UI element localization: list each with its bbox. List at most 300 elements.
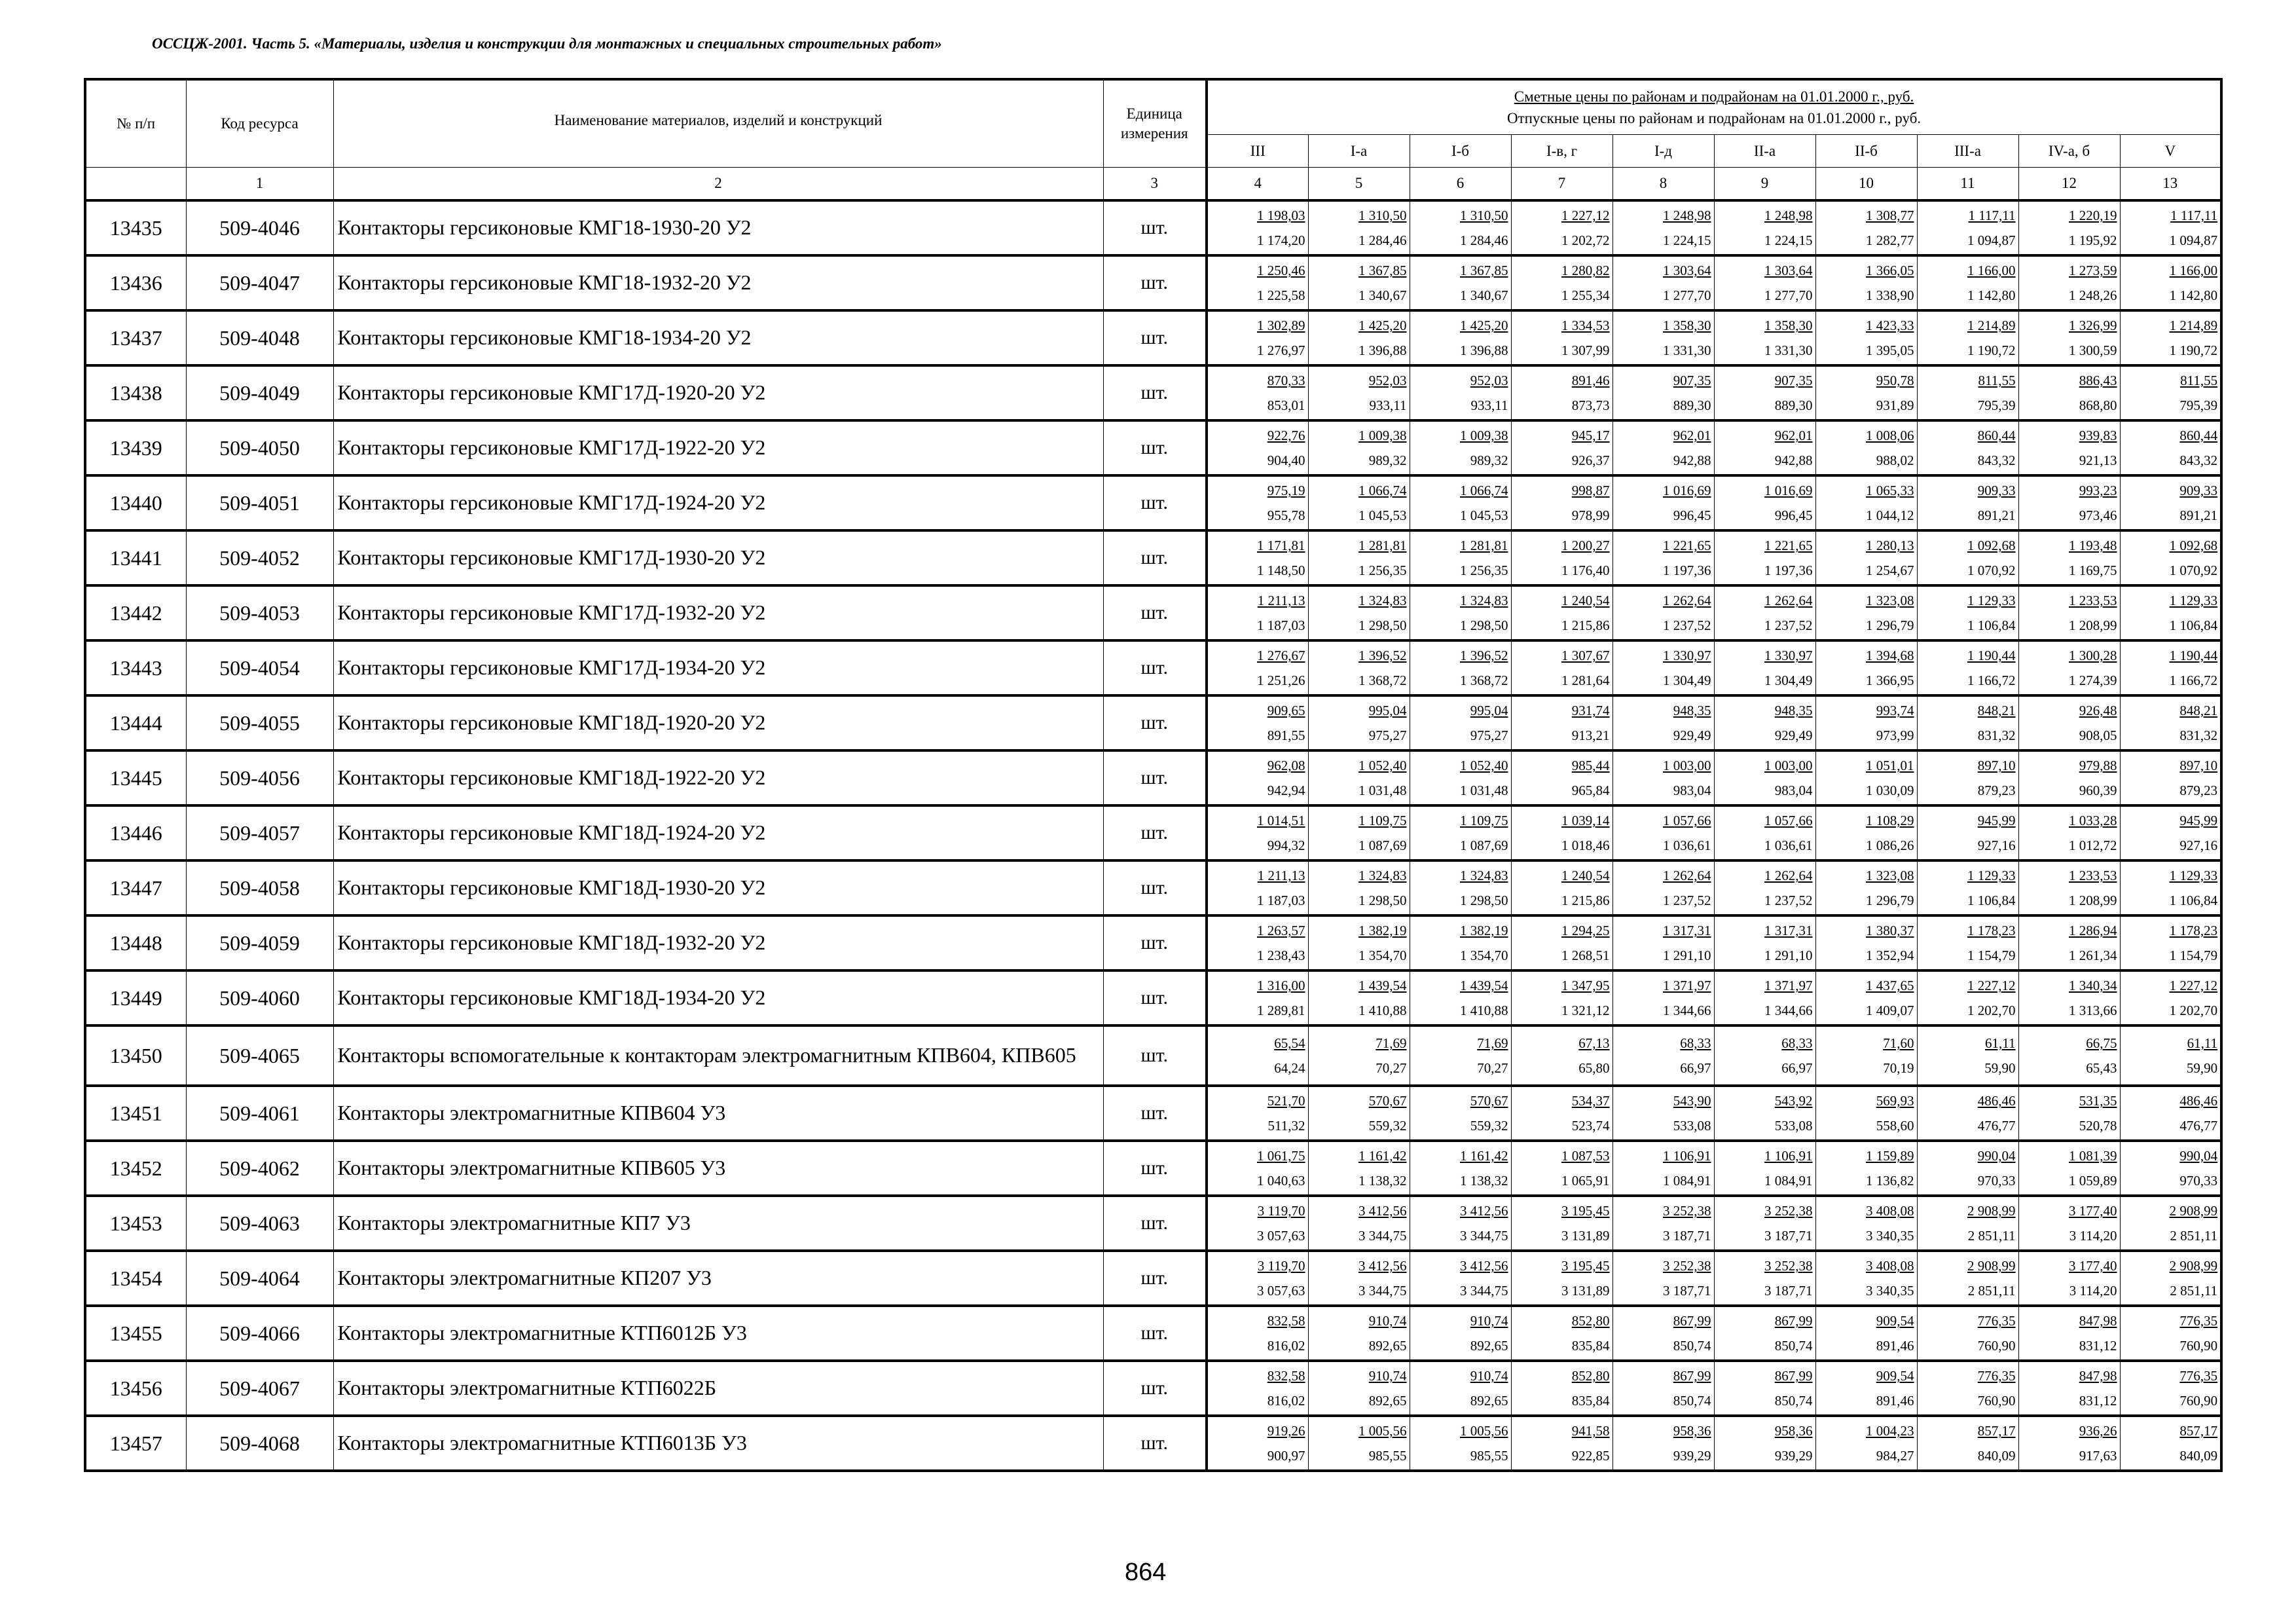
release-price: 1 296,79	[1866, 618, 1914, 633]
release-price: 975,27	[1368, 728, 1407, 743]
price-cell	[1410, 1306, 1511, 1361]
estimate-price: 1 227,12	[1561, 208, 1610, 223]
release-price: 1 036,61	[1764, 838, 1813, 853]
estimate-price: 985,44	[1571, 758, 1610, 773]
release-price: 1 268,51	[1561, 948, 1610, 963]
unit-of-measure: шт.	[1103, 365, 1207, 420]
estimate-price: 3 252,38	[1663, 1258, 1711, 1274]
release-price: 989,32	[1470, 452, 1508, 468]
price-cell	[1308, 1196, 1410, 1251]
material-name: Контакторы электромагнитные КП207 У3	[333, 1251, 1103, 1306]
release-price: 66,97	[1781, 1060, 1813, 1076]
header-name: Наименование материалов, изделий и конструкций	[333, 79, 1103, 168]
price-cell	[1714, 860, 1815, 915]
estimate-price: 1 303,64	[1663, 263, 1711, 278]
estimate-price: 1 190,44	[2169, 648, 2218, 663]
estimate-price: 891,46	[1571, 373, 1610, 388]
release-price: 1 197,36	[1764, 563, 1813, 578]
estimate-price: 962,01	[1774, 428, 1813, 443]
row-number: 13455	[85, 1306, 186, 1361]
row-number: 13448	[85, 915, 186, 970]
price-cell	[1207, 640, 1308, 695]
release-price: 889,30	[1774, 397, 1813, 413]
release-price: 843,32	[1977, 452, 2016, 468]
resource-code: 509-4058	[186, 860, 333, 915]
release-price: 1 255,34	[1561, 287, 1610, 303]
price-cell	[1410, 585, 1511, 640]
release-price: 1 313,66	[2069, 1003, 2117, 1018]
estimate-price: 68,33	[1781, 1035, 1813, 1051]
price-cell	[1207, 420, 1308, 475]
estimate-price: 1 221,65	[1663, 538, 1711, 553]
row-number: 13449	[85, 970, 186, 1025]
estimate-price: 995,04	[1470, 703, 1508, 718]
estimate-price: 1 117,11	[2170, 208, 2218, 223]
estimate-price: 1 262,64	[1764, 868, 1813, 883]
estimate-price: 1 280,13	[1866, 538, 1914, 553]
estimate-price: 909,54	[1876, 1313, 1914, 1329]
price-cell	[2120, 200, 2221, 255]
release-price: 1 304,49	[1764, 673, 1813, 688]
release-price: 850,74	[1673, 1393, 1711, 1409]
price-cell	[1815, 1196, 1917, 1251]
price-cell	[1613, 695, 1714, 750]
price-cell	[2018, 475, 2120, 530]
price-cell	[2018, 1025, 2120, 1086]
release-price: 1 215,86	[1561, 618, 1610, 633]
price-cell	[1714, 695, 1815, 750]
release-price: 1 215,86	[1561, 893, 1610, 908]
price-cell	[2120, 640, 2221, 695]
price-cell	[2018, 640, 2120, 695]
unit-of-measure: шт.	[1103, 1141, 1207, 1196]
estimate-price: 852,80	[1571, 1368, 1610, 1384]
estimate-price: 1 380,37	[1866, 923, 1914, 938]
release-price: 1 256,35	[1460, 563, 1508, 578]
unit-of-measure: шт.	[1103, 805, 1207, 860]
price-cell	[2018, 1086, 2120, 1141]
estimate-price: 1 439,54	[1460, 978, 1508, 993]
release-price: 1 300,59	[2069, 342, 2117, 358]
estimate-price: 907,35	[1774, 373, 1813, 388]
price-cell	[2120, 970, 2221, 1025]
estimate-price: 776,35	[1977, 1368, 2016, 1384]
estimate-price: 1 198,03	[1257, 208, 1305, 223]
estimate-price: 1 057,66	[1663, 813, 1711, 828]
material-name: Контакторы электромагнитные КТП6022Б	[333, 1361, 1103, 1416]
column-index: 1	[186, 168, 333, 201]
release-price: 3 344,75	[1460, 1283, 1508, 1299]
estimate-price: 1 439,54	[1358, 978, 1407, 993]
unit-of-measure: шт.	[1103, 695, 1207, 750]
release-price: 1 409,07	[1866, 1003, 1914, 1018]
row-number: 13438	[85, 365, 186, 420]
estimate-price: 909,33	[2179, 483, 2218, 498]
column-index: 7	[1511, 168, 1613, 201]
estimate-price: 1 262,64	[1663, 868, 1711, 883]
estimate-price: 1 129,33	[1967, 593, 2016, 608]
estimate-price: 1 330,97	[1663, 648, 1711, 663]
price-cell	[1917, 1251, 2018, 1306]
unit-of-measure: шт.	[1103, 970, 1207, 1025]
price-cell	[1714, 200, 1815, 255]
unit-of-measure: шт.	[1103, 915, 1207, 970]
estimate-price: 1 008,06	[1866, 428, 1914, 443]
price-cell	[1613, 1251, 1714, 1306]
price-cell	[1917, 1306, 2018, 1361]
estimate-price: 948,35	[1774, 703, 1813, 718]
price-cell	[1410, 1251, 1511, 1306]
unit-of-measure: шт.	[1103, 860, 1207, 915]
table-row	[85, 805, 2221, 860]
release-price: 891,21	[1977, 507, 2016, 523]
estimate-price: 1 087,53	[1561, 1148, 1610, 1164]
release-price: 1 106,84	[2169, 618, 2218, 633]
release-price: 942,88	[1774, 452, 1813, 468]
price-cell	[1613, 365, 1714, 420]
price-cell	[1308, 530, 1410, 585]
release-price: 476,77	[1977, 1118, 2016, 1134]
price-cell	[1511, 695, 1613, 750]
estimate-price: 1 394,68	[1866, 648, 1914, 663]
price-cell	[1714, 915, 1815, 970]
estimate-price: 1 317,31	[1764, 923, 1813, 938]
release-price: 70,19	[1883, 1060, 1914, 1076]
estimate-price: 1 286,94	[2069, 923, 2117, 938]
table-row	[85, 970, 2221, 1025]
price-cell	[1714, 1196, 1815, 1251]
release-price: 1 176,40	[1561, 563, 1610, 578]
estimate-price: 1 308,77	[1866, 208, 1914, 223]
estimate-price: 1 303,64	[1764, 263, 1813, 278]
region-header: IV-а, б	[2018, 135, 2120, 168]
resource-code: 509-4067	[186, 1361, 333, 1416]
price-cell	[2120, 860, 2221, 915]
estimate-price: 1 317,31	[1663, 923, 1711, 938]
estimate-price: 2 908,99	[1967, 1203, 2016, 1219]
release-price: 1 340,67	[1460, 287, 1508, 303]
material-name: Контакторы вспомогательные к контакторам электромагнитным КПВ604, КПВ605	[333, 1025, 1103, 1086]
estimate-price: 857,17	[2179, 1423, 2218, 1439]
price-cell	[1410, 860, 1511, 915]
price-cell	[1207, 1086, 1308, 1141]
column-index: 13	[2120, 168, 2221, 201]
unit-of-measure: шт.	[1103, 1361, 1207, 1416]
table-row	[85, 200, 2221, 255]
estimate-price: 1 281,81	[1358, 538, 1407, 553]
row-number: 13451	[85, 1086, 186, 1141]
unit-of-measure: шт.	[1103, 1196, 1207, 1251]
estimate-price: 1 005,56	[1460, 1423, 1508, 1439]
price-cell	[1207, 585, 1308, 640]
estimate-price: 1 262,64	[1663, 593, 1711, 608]
estimate-price: 2 908,99	[2169, 1258, 2218, 1274]
price-cell	[1714, 750, 1815, 805]
release-price: 913,21	[1571, 728, 1610, 743]
release-price: 1 296,79	[1866, 893, 1914, 908]
release-price: 1 065,91	[1561, 1173, 1610, 1189]
row-number: 13441	[85, 530, 186, 585]
estimate-price: 1 092,68	[2169, 538, 2218, 553]
price-cell	[1714, 1025, 1815, 1086]
price-cell	[2018, 420, 2120, 475]
price-cell	[1714, 1086, 1815, 1141]
unit-of-measure: шт.	[1103, 585, 1207, 640]
release-price: 523,74	[1571, 1118, 1610, 1134]
estimate-price: 1 211,13	[1257, 593, 1305, 608]
price-cell	[2018, 1361, 2120, 1416]
price-cell	[1410, 1196, 1511, 1251]
table-row	[85, 1196, 2221, 1251]
release-price: 983,04	[1673, 783, 1711, 798]
price-cell	[1410, 475, 1511, 530]
estimate-price: 1 033,28	[2069, 813, 2117, 828]
release-price: 879,23	[2179, 783, 2218, 798]
price-cell	[1815, 255, 1917, 310]
release-price: 3 340,35	[1866, 1228, 1914, 1244]
price-cell	[1308, 1141, 1410, 1196]
release-price: 900,97	[1267, 1448, 1305, 1464]
release-price: 2 851,11	[2170, 1283, 2218, 1299]
release-price: 3 344,75	[1460, 1228, 1508, 1244]
release-price: 1 368,72	[1358, 673, 1407, 688]
release-price: 3 187,71	[1663, 1283, 1711, 1299]
estimate-price: 1 316,00	[1257, 978, 1305, 993]
release-price: 1 354,70	[1358, 948, 1407, 963]
price-cell	[1917, 365, 2018, 420]
release-price: 760,90	[2179, 1338, 2218, 1354]
price-cell	[1613, 970, 1714, 1025]
price-cell	[2120, 1306, 2221, 1361]
price-cell	[1511, 640, 1613, 695]
price-cell	[1410, 365, 1511, 420]
release-price: 843,32	[2179, 452, 2218, 468]
release-price: 1 070,92	[1967, 563, 2016, 578]
price-cell	[1308, 1251, 1410, 1306]
price-cell	[1613, 310, 1714, 365]
release-price: 850,74	[1774, 1393, 1813, 1409]
resource-code: 509-4056	[186, 750, 333, 805]
release-price: 939,29	[1774, 1448, 1813, 1464]
price-cell	[1410, 1361, 1511, 1416]
price-cell	[1917, 970, 2018, 1025]
release-price: 988,02	[1876, 452, 1914, 468]
estimate-price: 1 382,19	[1460, 923, 1508, 938]
release-price: 835,84	[1571, 1393, 1610, 1409]
price-cell	[1207, 1306, 1308, 1361]
price-cell	[1308, 1025, 1410, 1086]
region-header: V	[2120, 135, 2221, 168]
estimate-price: 534,37	[1571, 1093, 1610, 1109]
price-cell	[1511, 1416, 1613, 1471]
release-price: 931,89	[1876, 397, 1914, 413]
material-name: Контакторы герсиконовые КМГ17Д-1922-20 У2	[333, 420, 1103, 475]
region-header: I-в, г	[1511, 135, 1613, 168]
estimate-price: 486,46	[2179, 1093, 2218, 1109]
price-cell	[1917, 1361, 2018, 1416]
release-price: 1 254,67	[1866, 563, 1914, 578]
estimate-price: 1 081,39	[2069, 1148, 2117, 1164]
release-price: 1 142,80	[1967, 287, 2016, 303]
release-price: 1 154,79	[1967, 948, 2016, 963]
price-cell	[1613, 1086, 1714, 1141]
price-cell	[2018, 860, 2120, 915]
material-name: Контакторы электромагнитные КТП6012Б У3	[333, 1306, 1103, 1361]
release-price: 1 142,80	[2169, 287, 2218, 303]
resource-code: 509-4063	[186, 1196, 333, 1251]
price-cell	[2120, 1416, 2221, 1471]
release-price: 1 282,77	[1866, 232, 1914, 248]
price-cell	[1613, 530, 1714, 585]
release-price: 873,73	[1571, 397, 1610, 413]
header-prices	[1207, 79, 2221, 135]
release-price: 1 338,90	[1866, 287, 1914, 303]
price-cell	[1613, 420, 1714, 475]
material-name: Контакторы герсиконовые КМГ18-1934-20 У2	[333, 310, 1103, 365]
release-price: 3 057,63	[1257, 1283, 1305, 1299]
price-cell	[2018, 805, 2120, 860]
release-price: 927,16	[1977, 838, 2016, 853]
estimate-price: 3 119,70	[1257, 1258, 1305, 1274]
price-cell	[1511, 585, 1613, 640]
region-header: I-б	[1410, 135, 1511, 168]
estimate-price: 1 166,00	[1967, 263, 2016, 278]
release-price: 3 114,20	[2069, 1283, 2117, 1299]
estimate-price: 910,74	[1470, 1313, 1508, 1329]
price-cell	[1207, 1251, 1308, 1306]
release-price: 1 298,50	[1358, 893, 1407, 908]
price-cell	[2018, 970, 2120, 1025]
release-price: 795,39	[2179, 397, 2218, 413]
unit-of-measure: шт.	[1103, 1025, 1207, 1086]
price-cell	[1613, 200, 1714, 255]
release-price: 985,55	[1368, 1448, 1407, 1464]
release-price: 939,29	[1673, 1448, 1711, 1464]
release-price: 1 298,50	[1358, 618, 1407, 633]
price-cell	[2018, 310, 2120, 365]
release-price: 960,39	[2079, 783, 2117, 798]
estimate-price: 867,99	[1673, 1313, 1711, 1329]
release-price: 1 224,15	[1663, 232, 1711, 248]
table-row	[85, 695, 2221, 750]
estimate-price: 1 340,34	[2069, 978, 2117, 993]
release-price: 831,32	[2179, 728, 2218, 743]
price-cell	[1815, 1141, 1917, 1196]
price-cell	[1815, 1251, 1917, 1306]
price-cell	[2018, 1141, 2120, 1196]
price-cell	[1917, 640, 2018, 695]
price-cell	[1308, 805, 1410, 860]
release-price: 989,32	[1368, 452, 1407, 468]
table-row	[85, 310, 2221, 365]
estimate-price: 1 051,01	[1866, 758, 1914, 773]
estimate-price: 1 326,99	[2069, 318, 2117, 333]
estimate-price: 909,33	[1977, 483, 2016, 498]
release-price: 3 131,89	[1561, 1283, 1610, 1299]
row-number: 13440	[85, 475, 186, 530]
estimate-price: 1 178,23	[1967, 923, 2016, 938]
estimate-price: 1 273,59	[2069, 263, 2117, 278]
release-price: 816,02	[1267, 1338, 1305, 1354]
material-name: Контакторы электромагнитные КПВ604 У3	[333, 1086, 1103, 1141]
price-cell	[1917, 805, 2018, 860]
estimate-price: 521,70	[1267, 1093, 1305, 1109]
price-cell	[1410, 310, 1511, 365]
price-cell	[1207, 530, 1308, 585]
price-cell	[1815, 365, 1917, 420]
price-cell	[1511, 1361, 1613, 1416]
row-number: 13443	[85, 640, 186, 695]
price-cell	[1815, 585, 1917, 640]
release-price: 3 187,71	[1663, 1228, 1711, 1244]
release-price: 970,33	[1977, 1173, 2016, 1189]
release-price: 831,32	[1977, 728, 2016, 743]
estimate-price: 1 221,65	[1764, 538, 1813, 553]
estimate-price: 1 129,33	[2169, 593, 2218, 608]
price-cell	[1410, 255, 1511, 310]
unit-of-measure: шт.	[1103, 1416, 1207, 1471]
estimate-price: 68,33	[1680, 1035, 1711, 1051]
release-price: 1 106,84	[2169, 893, 2218, 908]
price-cell	[2120, 1361, 2221, 1416]
unit-of-measure: шт.	[1103, 310, 1207, 365]
table-body	[85, 200, 2221, 1471]
estimate-price: 1 211,13	[1257, 868, 1305, 883]
price-cell	[1917, 1141, 2018, 1196]
price-cell	[1917, 695, 2018, 750]
estimate-price: 61,11	[1985, 1035, 2016, 1051]
table-row	[85, 1086, 2221, 1141]
estimate-price: 897,10	[1977, 758, 2016, 773]
release-price: 760,90	[1977, 1393, 2016, 1409]
release-price: 1 321,12	[1561, 1003, 1610, 1018]
estimate-price: 1 109,75	[1460, 813, 1508, 828]
price-cell	[1308, 1416, 1410, 1471]
price-cell	[2120, 1251, 2221, 1306]
estimate-price: 926,48	[2079, 703, 2117, 718]
table-row	[85, 1141, 2221, 1196]
release-price: 835,84	[1571, 1338, 1610, 1354]
material-name: Контакторы герсиконовые КМГ18-1930-20 У2	[333, 200, 1103, 255]
resource-code: 509-4068	[186, 1416, 333, 1471]
estimate-price: 848,21	[2179, 703, 2218, 718]
estimate-price: 1 016,69	[1663, 483, 1711, 498]
price-cell	[1410, 1025, 1511, 1086]
estimate-price: 1 250,46	[1257, 263, 1305, 278]
release-price: 1 237,52	[1663, 618, 1711, 633]
material-name: Контакторы герсиконовые КМГ18Д-1934-20 У2	[333, 970, 1103, 1025]
estimate-price: 3 177,40	[2069, 1258, 2117, 1274]
estimate-price: 1 240,54	[1561, 593, 1610, 608]
estimate-price: 1 323,08	[1866, 868, 1914, 883]
price-cell	[1308, 695, 1410, 750]
price-cell	[1511, 1251, 1613, 1306]
price-cell	[1917, 915, 2018, 970]
unit-of-measure: шт.	[1103, 640, 1207, 695]
release-price: 973,99	[1876, 728, 1914, 743]
estimate-price: 1 233,53	[2069, 868, 2117, 883]
price-cell	[1714, 970, 1815, 1025]
estimate-price: 909,54	[1876, 1368, 1914, 1384]
price-cell	[1613, 475, 1714, 530]
release-price: 520,78	[2079, 1118, 2117, 1134]
estimate-price: 952,03	[1368, 373, 1407, 388]
price-cell	[1308, 365, 1410, 420]
release-price: 1 190,72	[1967, 342, 2016, 358]
price-cell	[1714, 420, 1815, 475]
estimate-price: 909,65	[1267, 703, 1305, 718]
release-price: 70,27	[1477, 1060, 1508, 1076]
